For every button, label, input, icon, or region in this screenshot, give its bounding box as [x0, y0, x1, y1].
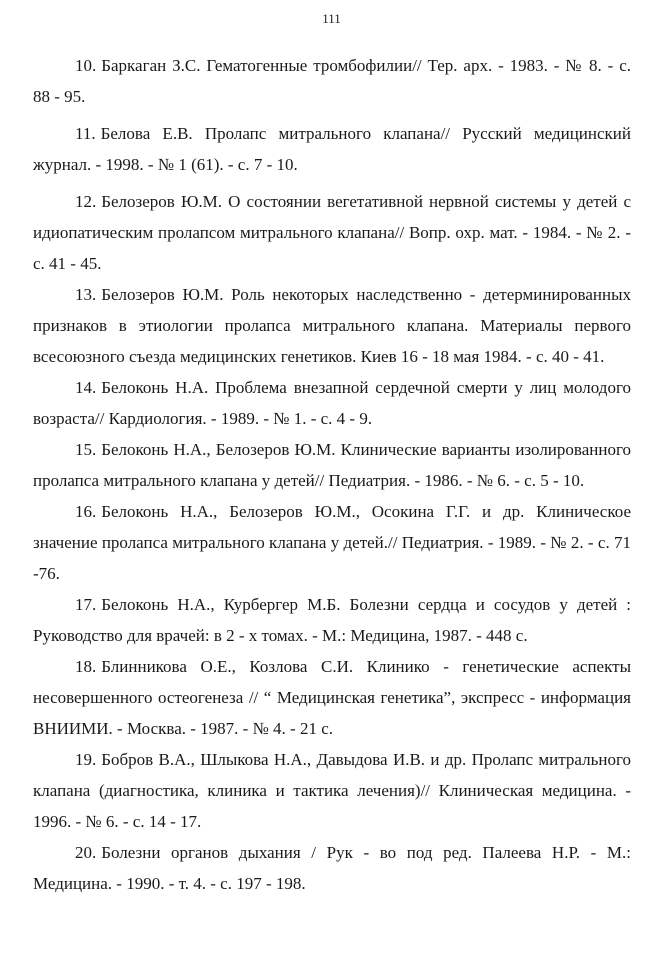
reference-list — [33, 50, 631, 899]
reference-item — [33, 837, 631, 899]
reference-text: Белозеров Ю.М. О состоянии вегетативной нервной системы у детей с идиопатическим пролапсом митрального клапана// Вопр. охр. мат. - 1984. - № 2. - с. 41 - 45. — [33, 192, 631, 273]
reference-text: Белозеров Ю.М. Роль некоторых наследственно - детерминированных признаков в этиологии пролапса митрального клапана. Материалы первого всесоюзного съезда медицинских генетиков. Киев 16 - 18 мая 1984. - с. 40 - 41. — [33, 285, 631, 366]
reference-text: Белоконь Н.А., Белозеров Ю.М. Клинические варианты изолированного пролапса митрального клапана у детей// Педиатрия. - 1986. - № 6. - с. 5 - 10. — [33, 440, 631, 490]
reference-item — [33, 651, 631, 744]
reference-text: Баркаган З.С. Гематогенные тромбофилии// Тер. арх. - 1983. - № 8. - с. 88 - 95. — [33, 56, 631, 106]
reference-item — [33, 744, 631, 837]
reference-number: 12. — [75, 192, 97, 211]
reference-item — [33, 589, 631, 651]
reference-number: 17. — [75, 595, 97, 614]
reference-text: Бобров В.А., Шлыкова Н.А., Давыдова И.В. и др. Пролапс митрального клапана (диагностика, клиника и тактика лечения)// Клиническая медицина. - 1996. - № 6. - с. 14 - 17. — [33, 750, 631, 831]
reference-number: 20. — [75, 843, 97, 862]
reference-number: 11. — [75, 124, 96, 143]
reference-item — [33, 372, 631, 434]
reference-item — [33, 118, 631, 180]
reference-text: Белова Е.В. Пролапс митрального клапана// Русский медицинский журнал. - 1998. - № 1 (61). - с. 7 - 10. — [33, 124, 631, 174]
reference-number: 13. — [75, 285, 97, 304]
reference-number: 14. — [75, 378, 97, 397]
reference-text: Болезни органов дыхания / Рук - во под ред. Палеева Н.Р. - М.: Медицина. - 1990. - т. 4. - с. 197 - 198. — [33, 843, 631, 893]
reference-item — [33, 496, 631, 589]
reference-item — [33, 434, 631, 496]
reference-text: Белоконь Н.А., Белозеров Ю.М., Осокина Г.Г. и др. Клиническое значение пролапса митрального клапана у детей.// Педиатрия. - 1989. - № 2. - с. 71 -76. — [33, 502, 631, 583]
reference-text: Блинникова О.Е., Козлова С.И. Клинико - генетические аспекты несовершенного остеогенеза // “ Медицинская генетика”, экспресс - информация ВНИИМИ. - Москва. - 1987. - № 4. - 21 с. — [33, 657, 631, 738]
reference-item — [33, 279, 631, 372]
reference-text: Белоконь Н.А. Проблема внезапной сердечной смерти у лиц молодого возраста// Кардиология. - 1989. - № 1. - с. 4 - 9. — [33, 378, 631, 428]
reference-item — [33, 50, 631, 112]
reference-number: 19. — [75, 750, 97, 769]
reference-text: Белоконь Н.А., Курбергер М.Б. Болезни сердца и сосудов у детей : Руководство для врачей: в 2 - х томах. - М.: Медицина, 1987. - 448 с. — [33, 595, 631, 645]
reference-number: 10. — [75, 56, 97, 75]
reference-number: 16. — [75, 502, 97, 521]
reference-number: 18. — [75, 657, 97, 676]
reference-number: 15. — [75, 440, 97, 459]
reference-item — [33, 186, 631, 279]
page-number: 111 — [322, 11, 341, 26]
